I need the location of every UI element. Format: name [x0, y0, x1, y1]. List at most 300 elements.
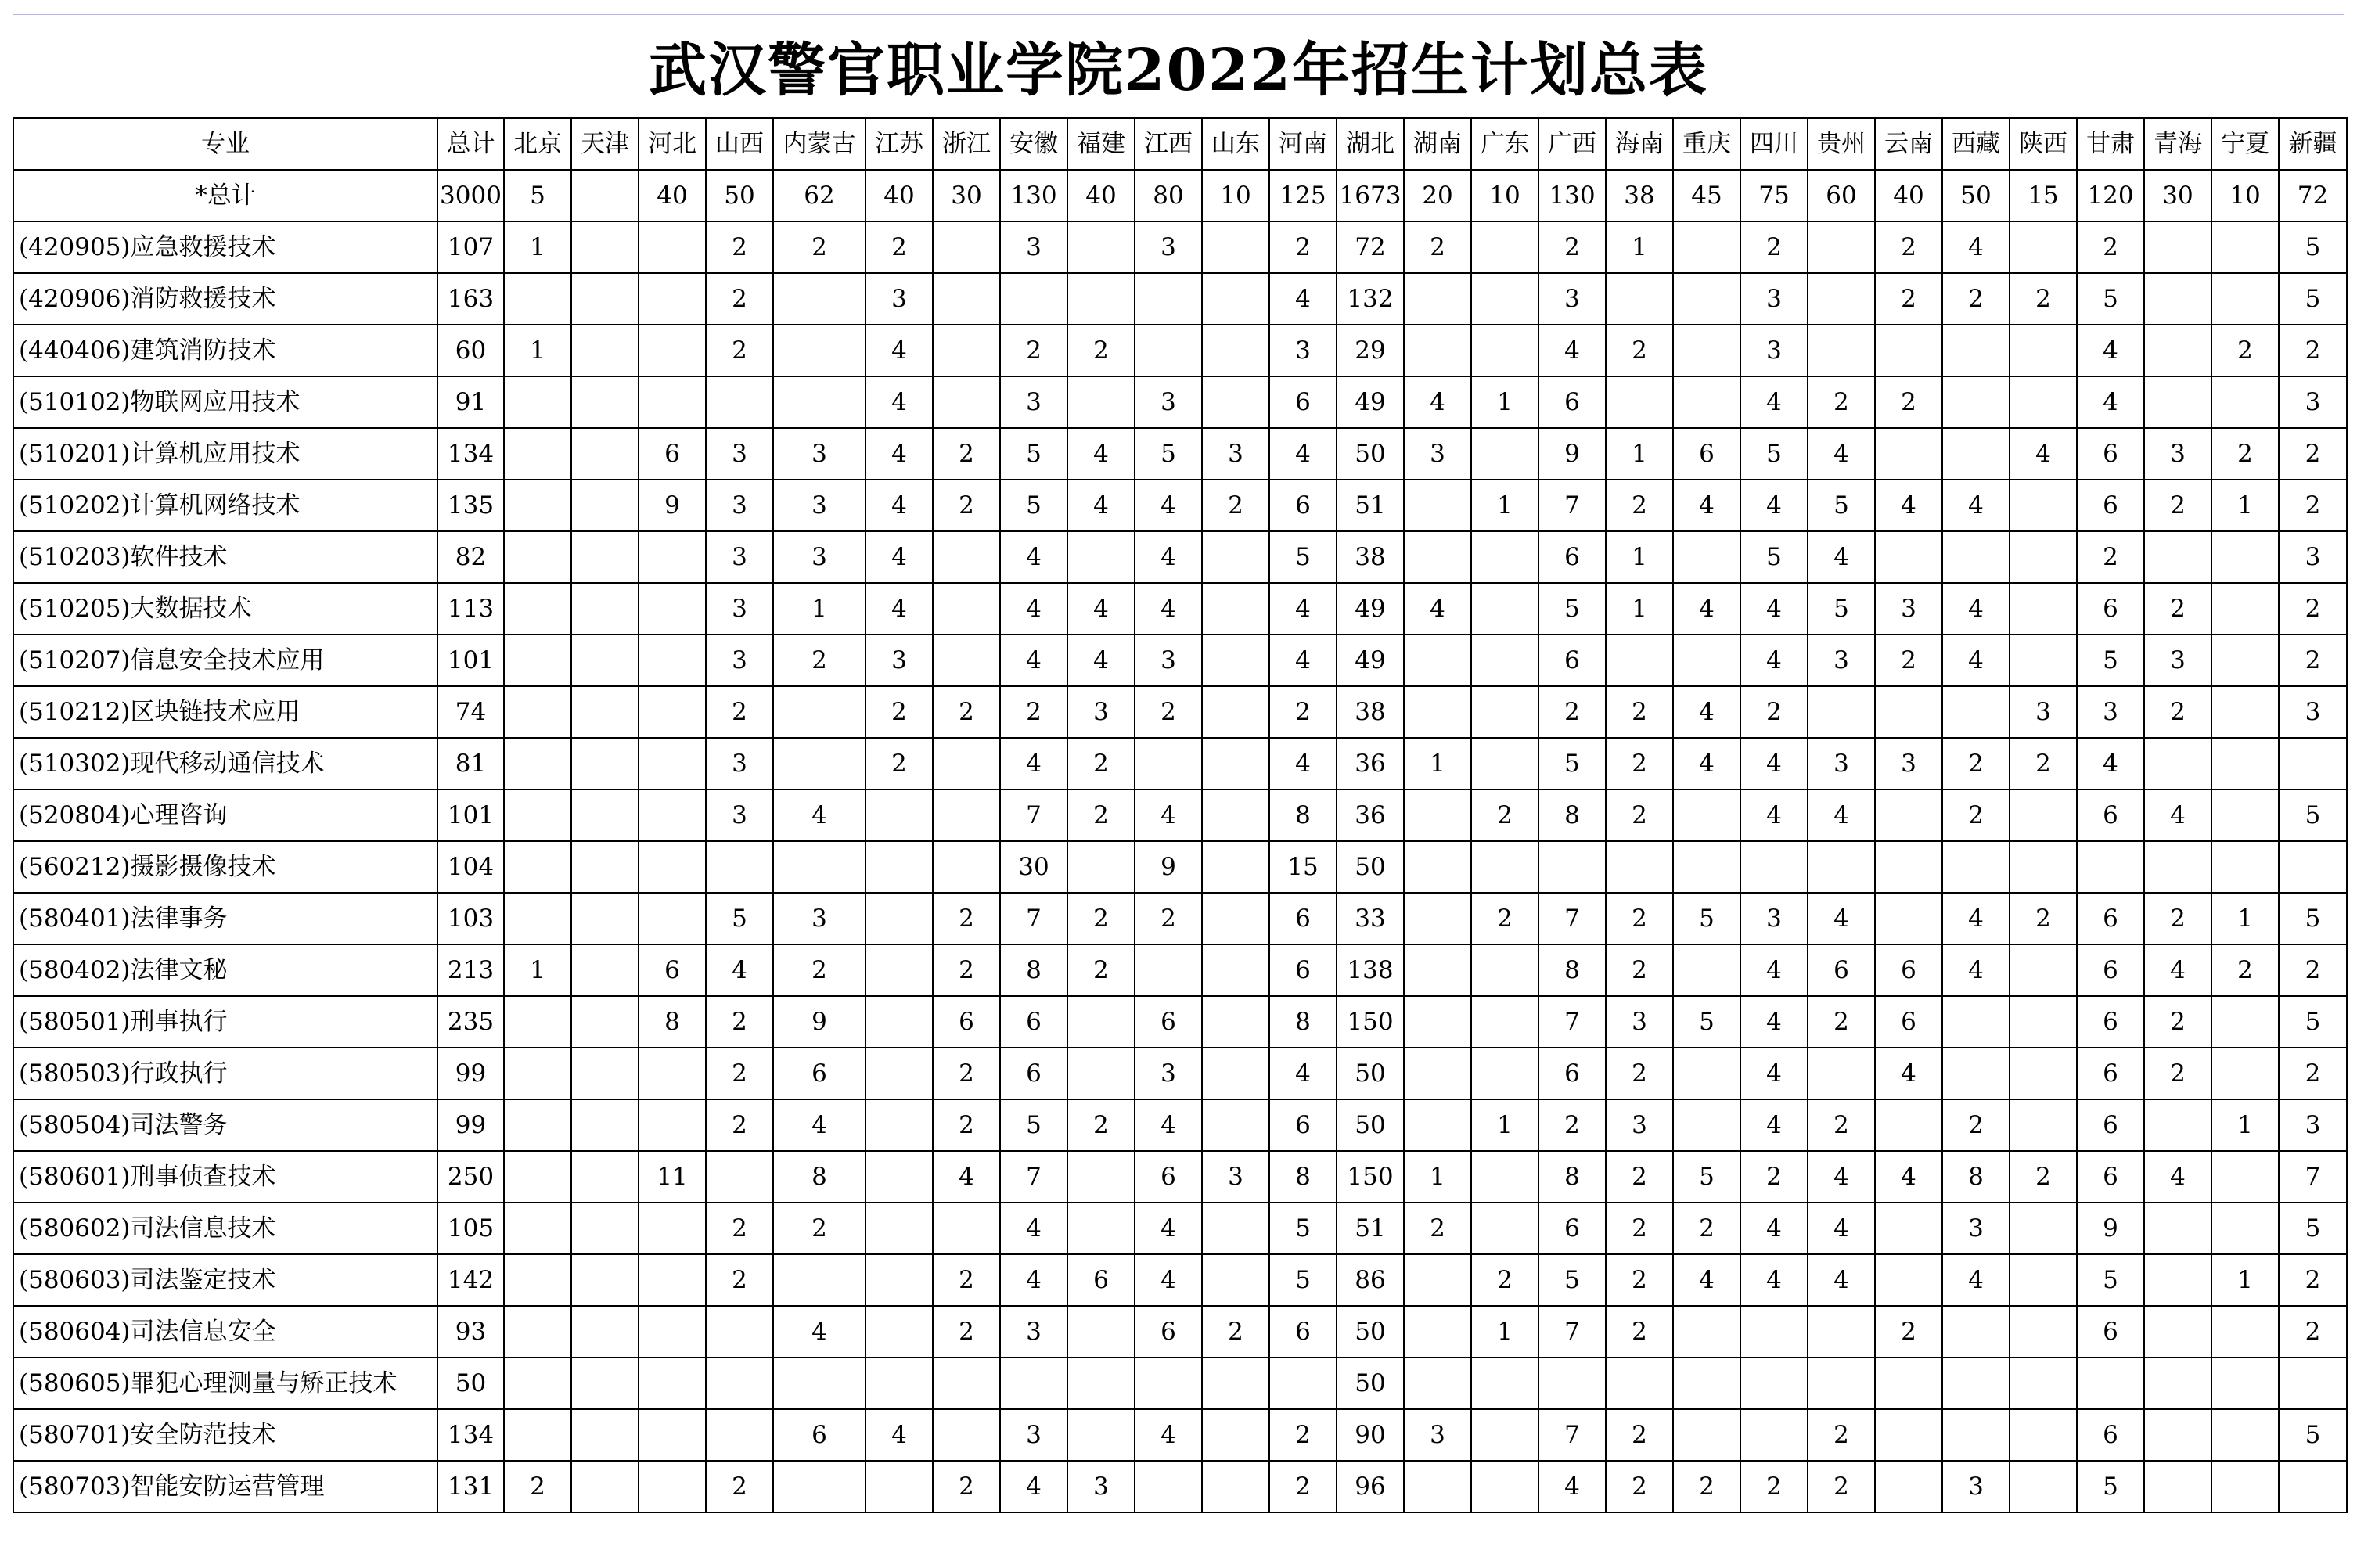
cell[interactable]: 8 — [1538, 944, 1606, 996]
cell[interactable] — [571, 1306, 639, 1358]
cell[interactable]: 2 — [1471, 893, 1538, 944]
cell[interactable]: 2 — [2144, 583, 2211, 635]
cell[interactable]: 2 — [2010, 273, 2077, 325]
cell[interactable] — [1875, 841, 1942, 893]
cell[interactable] — [2010, 1203, 2077, 1254]
cell[interactable]: 山东 — [1202, 118, 1269, 170]
cell[interactable] — [1404, 789, 1471, 841]
cell[interactable]: 1 — [1471, 1306, 1538, 1358]
cell[interactable]: 2 — [2144, 1048, 2211, 1099]
cell[interactable]: 5 — [2077, 1254, 2144, 1306]
cell[interactable]: 4 — [1673, 1254, 1740, 1306]
cell[interactable]: 4 — [1067, 480, 1135, 531]
cell[interactable]: 2 — [1606, 1254, 1673, 1306]
cell[interactable]: 99 — [437, 1099, 504, 1151]
cell[interactable] — [1875, 1409, 1942, 1461]
cell[interactable]: 105 — [437, 1203, 504, 1254]
cell[interactable] — [2211, 686, 2279, 738]
cell[interactable] — [1135, 1358, 1202, 1409]
cell[interactable]: 4 — [1000, 1203, 1067, 1254]
cell[interactable]: 6 — [1269, 376, 1337, 428]
cell[interactable]: 4 — [933, 1151, 1000, 1203]
cell[interactable] — [1067, 376, 1135, 428]
cell[interactable] — [706, 1358, 773, 1409]
cell[interactable] — [1202, 893, 1269, 944]
cell[interactable] — [773, 738, 865, 789]
cell[interactable] — [933, 738, 1000, 789]
cell[interactable] — [1942, 996, 2010, 1048]
cell[interactable] — [1202, 944, 1269, 996]
cell[interactable] — [2144, 1358, 2211, 1409]
cell[interactable] — [1471, 1461, 1538, 1512]
cell[interactable] — [1538, 1358, 1606, 1409]
cell[interactable]: 5 — [2279, 221, 2347, 273]
cell[interactable] — [1404, 273, 1471, 325]
cell[interactable]: 4 — [1000, 531, 1067, 583]
cell[interactable]: 浙江 — [933, 118, 1000, 170]
cell[interactable] — [1404, 480, 1471, 531]
cell[interactable]: 福建 — [1067, 118, 1135, 170]
cell[interactable] — [571, 738, 639, 789]
cell[interactable]: 50 — [1337, 1306, 1404, 1358]
cell[interactable] — [1942, 531, 2010, 583]
cell[interactable] — [1673, 1099, 1740, 1151]
cell[interactable]: 1 — [1606, 428, 1673, 480]
cell[interactable]: 5 — [2279, 789, 2347, 841]
cell[interactable]: 72 — [2279, 170, 2347, 221]
cell[interactable] — [706, 1306, 773, 1358]
cell[interactable]: 3 — [2144, 635, 2211, 686]
cell[interactable] — [2144, 1203, 2211, 1254]
cell[interactable]: 4 — [1808, 789, 1875, 841]
cell[interactable] — [933, 583, 1000, 635]
cell[interactable] — [1404, 841, 1471, 893]
cell[interactable]: 海南 — [1606, 118, 1673, 170]
cell[interactable]: 134 — [437, 1409, 504, 1461]
cell[interactable]: 1 — [1606, 583, 1673, 635]
cell[interactable] — [865, 1306, 933, 1358]
major-cell[interactable]: (440406)建筑消防技术 — [13, 325, 437, 376]
cell[interactable]: 86 — [1337, 1254, 1404, 1306]
cell[interactable]: 38 — [1337, 531, 1404, 583]
cell[interactable] — [639, 841, 706, 893]
cell[interactable]: 3 — [1875, 738, 1942, 789]
cell[interactable]: 50 — [1337, 841, 1404, 893]
major-cell[interactable]: (510205)大数据技术 — [13, 583, 437, 635]
cell[interactable] — [773, 376, 865, 428]
cell[interactable] — [571, 1409, 639, 1461]
cell[interactable]: 4 — [1808, 1151, 1875, 1203]
cell[interactable]: 2 — [865, 686, 933, 738]
cell[interactable] — [706, 376, 773, 428]
cell[interactable]: 3 — [1808, 635, 1875, 686]
cell[interactable] — [1471, 1048, 1538, 1099]
cell[interactable]: 5 — [706, 893, 773, 944]
cell[interactable]: 3 — [1000, 1306, 1067, 1358]
cell[interactable] — [504, 428, 571, 480]
cell[interactable] — [2144, 531, 2211, 583]
cell[interactable]: 湖南 — [1404, 118, 1471, 170]
cell[interactable] — [2211, 1203, 2279, 1254]
cell[interactable] — [2211, 1048, 2279, 1099]
cell[interactable]: 8 — [1538, 789, 1606, 841]
cell[interactable]: 2 — [933, 686, 1000, 738]
cell[interactable]: 4 — [1875, 1048, 1942, 1099]
cell[interactable]: 2 — [2010, 893, 2077, 944]
cell[interactable]: 38 — [1337, 686, 1404, 738]
cell[interactable] — [2010, 789, 2077, 841]
cell[interactable] — [706, 1151, 773, 1203]
cell[interactable]: 4 — [1135, 1409, 1202, 1461]
cell[interactable]: 天津 — [571, 118, 639, 170]
cell[interactable]: 4 — [706, 944, 773, 996]
cell[interactable]: 2 — [1942, 273, 2010, 325]
cell[interactable]: 6 — [1067, 1254, 1135, 1306]
cell[interactable] — [1202, 1203, 1269, 1254]
cell[interactable]: 50 — [706, 170, 773, 221]
cell[interactable] — [571, 1203, 639, 1254]
cell[interactable] — [1404, 996, 1471, 1048]
cell[interactable]: 3 — [2279, 1099, 2347, 1151]
major-cell[interactable]: (580401)法律事务 — [13, 893, 437, 944]
cell[interactable] — [2144, 273, 2211, 325]
cell[interactable]: 4 — [2010, 428, 2077, 480]
cell[interactable]: 81 — [437, 738, 504, 789]
cell[interactable]: 50 — [437, 1358, 504, 1409]
cell[interactable] — [1673, 531, 1740, 583]
cell[interactable]: 7 — [1538, 996, 1606, 1048]
cell[interactable]: 3 — [773, 480, 865, 531]
cell[interactable]: 3 — [773, 531, 865, 583]
cell[interactable] — [1942, 325, 2010, 376]
cell[interactable] — [1673, 1358, 1740, 1409]
cell[interactable] — [1471, 996, 1538, 1048]
cell[interactable]: 2 — [933, 1099, 1000, 1151]
cell[interactable] — [1471, 221, 1538, 273]
cell[interactable] — [2211, 635, 2279, 686]
cell[interactable]: 4 — [1538, 325, 1606, 376]
cell[interactable]: 2 — [1067, 1099, 1135, 1151]
cell[interactable] — [1067, 841, 1135, 893]
cell[interactable]: 2 — [2279, 635, 2347, 686]
cell[interactable]: 49 — [1337, 635, 1404, 686]
cell[interactable]: 2 — [2211, 944, 2279, 996]
cell[interactable]: 6 — [1673, 428, 1740, 480]
cell[interactable]: 30 — [933, 170, 1000, 221]
cell[interactable] — [773, 841, 865, 893]
cell[interactable]: 7 — [1538, 1306, 1606, 1358]
cell[interactable]: 5 — [1538, 738, 1606, 789]
cell[interactable]: 2 — [2077, 221, 2144, 273]
cell[interactable] — [1202, 841, 1269, 893]
cell[interactable] — [773, 686, 865, 738]
cell[interactable]: 2 — [1202, 1306, 1269, 1358]
cell[interactable]: 8 — [1000, 944, 1067, 996]
cell[interactable] — [2010, 1254, 2077, 1306]
cell[interactable]: 4 — [865, 1409, 933, 1461]
cell[interactable] — [639, 1461, 706, 1512]
cell[interactable]: 6 — [1269, 893, 1337, 944]
cell[interactable] — [639, 635, 706, 686]
cell[interactable] — [2010, 325, 2077, 376]
cell[interactable]: 2 — [1875, 273, 1942, 325]
cell[interactable]: 5 — [2279, 273, 2347, 325]
cell[interactable]: 3 — [1067, 1461, 1135, 1512]
cell[interactable]: 50 — [1337, 1048, 1404, 1099]
cell[interactable] — [1875, 1099, 1942, 1151]
cell[interactable]: 2 — [1067, 789, 1135, 841]
cell[interactable]: 4 — [2077, 376, 2144, 428]
cell[interactable]: 235 — [437, 996, 504, 1048]
cell[interactable]: 2 — [1606, 1048, 1673, 1099]
cell[interactable]: 5 — [1269, 1203, 1337, 1254]
cell[interactable] — [933, 1203, 1000, 1254]
cell[interactable]: 3 — [1135, 221, 1202, 273]
cell[interactable]: 2 — [933, 428, 1000, 480]
cell[interactable]: 2 — [1067, 893, 1135, 944]
cell[interactable] — [1942, 428, 2010, 480]
cell[interactable] — [504, 1254, 571, 1306]
cell[interactable]: 4 — [2077, 738, 2144, 789]
cell[interactable] — [1471, 583, 1538, 635]
cell[interactable] — [639, 583, 706, 635]
cell[interactable] — [2010, 1048, 2077, 1099]
cell[interactable]: 72 — [1337, 221, 1404, 273]
cell[interactable] — [571, 273, 639, 325]
cell[interactable]: 2 — [1269, 221, 1337, 273]
cell[interactable]: 2 — [773, 221, 865, 273]
cell[interactable] — [1673, 635, 1740, 686]
cell[interactable] — [933, 531, 1000, 583]
cell[interactable]: 9 — [773, 996, 865, 1048]
cell[interactable]: 7 — [2279, 1151, 2347, 1203]
cell[interactable] — [1740, 1358, 1808, 1409]
cell[interactable]: 3 — [1404, 1409, 1471, 1461]
cell[interactable]: 130 — [1538, 170, 1606, 221]
cell[interactable]: 4 — [865, 376, 933, 428]
cell[interactable] — [1202, 996, 1269, 1048]
cell[interactable] — [933, 376, 1000, 428]
cell[interactable]: 2 — [1740, 1151, 1808, 1203]
cell[interactable]: 1 — [1606, 221, 1673, 273]
cell[interactable] — [504, 376, 571, 428]
cell[interactable]: 4 — [1269, 273, 1337, 325]
cell[interactable] — [1067, 996, 1135, 1048]
cell[interactable]: 5 — [1538, 583, 1606, 635]
cell[interactable]: 8 — [1269, 1151, 1337, 1203]
cell[interactable] — [639, 1358, 706, 1409]
cell[interactable] — [865, 789, 933, 841]
cell[interactable]: 8 — [1269, 789, 1337, 841]
cell[interactable]: 3 — [1067, 686, 1135, 738]
cell[interactable]: 90 — [1337, 1409, 1404, 1461]
cell[interactable]: 2 — [2010, 738, 2077, 789]
cell[interactable] — [1067, 1306, 1135, 1358]
cell[interactable]: 4 — [773, 1306, 865, 1358]
cell[interactable] — [1202, 1254, 1269, 1306]
cell[interactable]: 甘肃 — [2077, 118, 2144, 170]
cell[interactable]: 2 — [865, 738, 933, 789]
cell[interactable]: 4 — [1269, 738, 1337, 789]
cell[interactable] — [1942, 376, 2010, 428]
cell[interactable]: 3 — [1135, 1048, 1202, 1099]
major-cell[interactable]: (510201)计算机应用技术 — [13, 428, 437, 480]
cell[interactable]: 5 — [2077, 273, 2144, 325]
cell[interactable]: 15 — [1269, 841, 1337, 893]
cell[interactable]: 3 — [773, 893, 865, 944]
cell[interactable]: 4 — [773, 1099, 865, 1151]
cell[interactable]: 2 — [706, 1203, 773, 1254]
cell[interactable] — [1067, 273, 1135, 325]
cell[interactable]: 湖北 — [1337, 118, 1404, 170]
cell[interactable]: 3 — [1808, 738, 1875, 789]
cell[interactable] — [1404, 531, 1471, 583]
cell[interactable] — [571, 221, 639, 273]
cell[interactable] — [571, 480, 639, 531]
cell[interactable] — [2211, 1409, 2279, 1461]
cell[interactable] — [1808, 325, 1875, 376]
cell[interactable]: 1 — [2211, 1254, 2279, 1306]
cell[interactable]: 4 — [865, 428, 933, 480]
cell[interactable]: 3 — [2279, 376, 2347, 428]
cell[interactable] — [1471, 1409, 1538, 1461]
cell[interactable]: 7 — [1538, 480, 1606, 531]
cell[interactable]: 2 — [1404, 1203, 1471, 1254]
cell[interactable] — [2211, 1358, 2279, 1409]
cell[interactable]: 4 — [1808, 1203, 1875, 1254]
cell[interactable]: 4 — [1538, 1461, 1606, 1512]
cell[interactable] — [639, 1203, 706, 1254]
cell[interactable] — [865, 1203, 933, 1254]
cell[interactable]: 4 — [1740, 1099, 1808, 1151]
cell[interactable] — [2010, 635, 2077, 686]
cell[interactable]: 3 — [1606, 996, 1673, 1048]
cell[interactable]: 6 — [2077, 944, 2144, 996]
cell[interactable]: 2 — [1000, 325, 1067, 376]
cell[interactable]: 6 — [639, 944, 706, 996]
cell[interactable] — [2010, 1461, 2077, 1512]
cell[interactable] — [2211, 841, 2279, 893]
title-cell[interactable] — [13, 14, 2344, 117]
cell[interactable]: 2 — [1740, 686, 1808, 738]
cell[interactable]: 40 — [1067, 170, 1135, 221]
cell[interactable]: 36 — [1337, 738, 1404, 789]
cell[interactable]: 2 — [1673, 1461, 1740, 1512]
cell[interactable] — [1808, 221, 1875, 273]
cell[interactable]: 91 — [437, 376, 504, 428]
cell[interactable] — [1673, 376, 1740, 428]
cell[interactable]: 4 — [1269, 635, 1337, 686]
cell[interactable]: 96 — [1337, 1461, 1404, 1512]
cell[interactable] — [504, 1306, 571, 1358]
cell[interactable] — [571, 1151, 639, 1203]
cell[interactable] — [1673, 789, 1740, 841]
cell[interactable]: 4 — [1000, 583, 1067, 635]
cell[interactable]: 9 — [639, 480, 706, 531]
major-cell[interactable]: (580603)司法鉴定技术 — [13, 1254, 437, 1306]
cell[interactable]: 河南 — [1269, 118, 1337, 170]
cell[interactable]: 5 — [1135, 428, 1202, 480]
cell[interactable]: 5 — [1808, 480, 1875, 531]
cell[interactable]: 1 — [773, 583, 865, 635]
cell[interactable]: 2 — [1538, 1099, 1606, 1151]
cell[interactable]: 2 — [1471, 789, 1538, 841]
cell[interactable] — [1404, 1254, 1471, 1306]
cell[interactable]: 4 — [1740, 480, 1808, 531]
cell[interactable] — [2144, 221, 2211, 273]
cell[interactable]: 131 — [437, 1461, 504, 1512]
cell[interactable]: 49 — [1337, 583, 1404, 635]
cell[interactable]: 125 — [1269, 170, 1337, 221]
cell[interactable] — [2144, 1409, 2211, 1461]
cell[interactable] — [1875, 789, 1942, 841]
cell[interactable]: 3 — [706, 428, 773, 480]
major-cell[interactable]: (580601)刑事侦查技术 — [13, 1151, 437, 1203]
cell[interactable]: 4 — [1740, 789, 1808, 841]
cell[interactable]: 2 — [1135, 686, 1202, 738]
cell[interactable]: 广西 — [1538, 118, 1606, 170]
cell[interactable]: 3 — [1000, 376, 1067, 428]
cell[interactable]: 3 — [706, 531, 773, 583]
cell[interactable]: 2 — [1875, 376, 1942, 428]
cell[interactable]: 3 — [1740, 325, 1808, 376]
cell[interactable] — [571, 1254, 639, 1306]
cell[interactable] — [865, 1151, 933, 1203]
cell[interactable]: 2 — [773, 1203, 865, 1254]
cell[interactable] — [1673, 325, 1740, 376]
cell[interactable]: 6 — [1538, 1203, 1606, 1254]
cell[interactable] — [1471, 428, 1538, 480]
cell[interactable] — [1404, 944, 1471, 996]
cell[interactable]: 4 — [2077, 325, 2144, 376]
cell[interactable] — [1942, 1048, 2010, 1099]
cell[interactable]: 8 — [1538, 1151, 1606, 1203]
cell[interactable]: 1 — [504, 944, 571, 996]
cell[interactable]: 3 — [865, 635, 933, 686]
cell[interactable] — [571, 170, 639, 221]
cell[interactable] — [1942, 686, 2010, 738]
cell[interactable]: 2 — [1808, 996, 1875, 1048]
cell[interactable]: 4 — [1740, 996, 1808, 1048]
cell[interactable] — [2279, 841, 2347, 893]
cell[interactable] — [1673, 1048, 1740, 1099]
cell[interactable] — [639, 738, 706, 789]
cell[interactable] — [2279, 1358, 2347, 1409]
cell[interactable]: 3 — [1269, 325, 1337, 376]
cell[interactable]: 2 — [1000, 686, 1067, 738]
cell[interactable]: 2 — [1808, 376, 1875, 428]
cell[interactable]: 4 — [1740, 376, 1808, 428]
cell[interactable]: 20 — [1404, 170, 1471, 221]
cell[interactable] — [933, 325, 1000, 376]
cell[interactable]: 2 — [1606, 789, 1673, 841]
cell[interactable]: 6 — [2077, 1306, 2144, 1358]
cell[interactable] — [504, 996, 571, 1048]
cell[interactable]: 重庆 — [1673, 118, 1740, 170]
cell[interactable]: 3 — [2010, 686, 2077, 738]
cell[interactable]: 4 — [1000, 635, 1067, 686]
cell[interactable] — [571, 1048, 639, 1099]
cell[interactable] — [2077, 1358, 2144, 1409]
cell[interactable] — [1673, 221, 1740, 273]
cell[interactable] — [2077, 841, 2144, 893]
cell[interactable]: 2 — [2279, 1306, 2347, 1358]
cell[interactable] — [2144, 1099, 2211, 1151]
cell[interactable]: 4 — [865, 480, 933, 531]
cell[interactable]: 4 — [1269, 1048, 1337, 1099]
cell[interactable]: 4 — [1404, 376, 1471, 428]
cell[interactable]: 4 — [1808, 531, 1875, 583]
